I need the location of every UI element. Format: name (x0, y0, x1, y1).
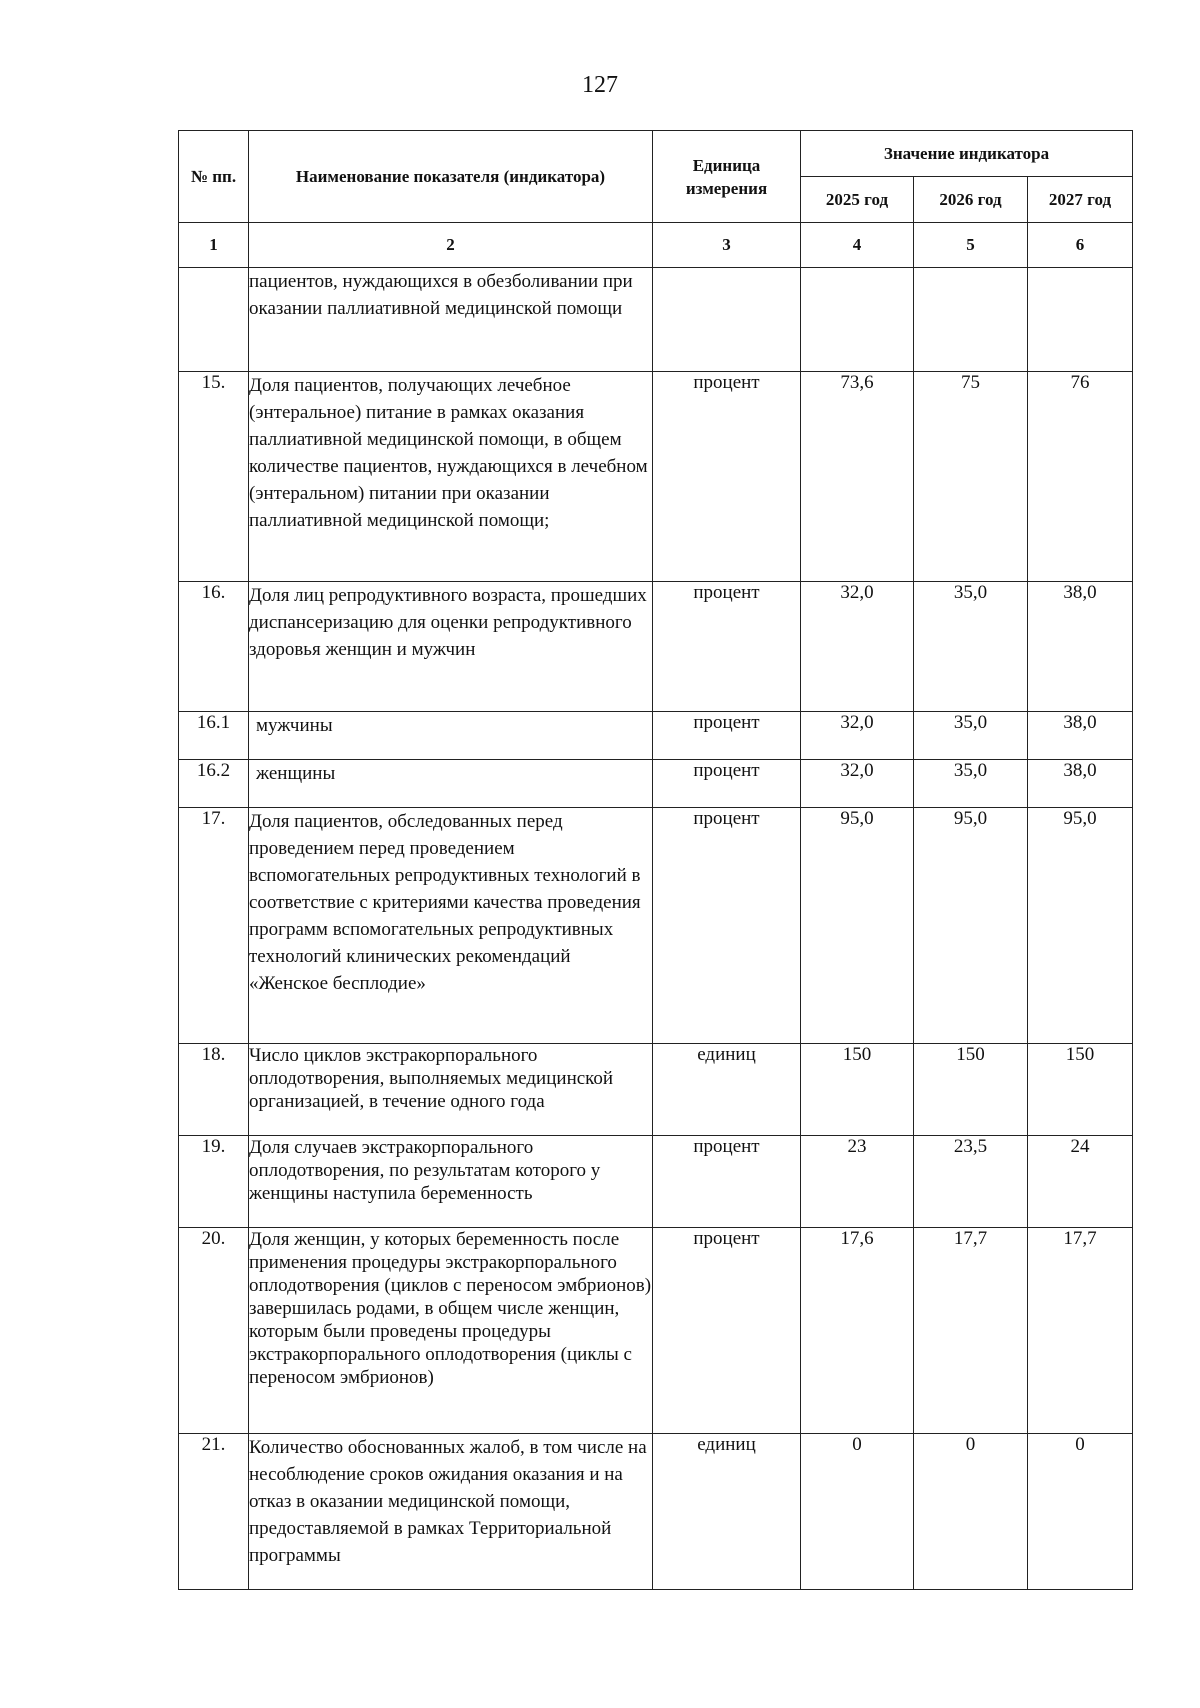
row-number: 16.2 (179, 760, 249, 808)
indicator-name: Доля лиц репродуктивного возраста, прошедших диспансеризацию для оценки репродуктивного здоровья женщин и мужчин (249, 582, 653, 712)
row-number: 21. (179, 1434, 249, 1590)
header-year-2026: 2026 год (914, 177, 1028, 223)
unit (653, 268, 801, 372)
unit: процент (653, 808, 801, 1044)
row-number: 18. (179, 1044, 249, 1136)
header-value-group: Значение индикатора (801, 131, 1133, 177)
value-2026: 35,0 (914, 712, 1028, 760)
value-2027: 38,0 (1028, 582, 1133, 712)
row-number: 16. (179, 582, 249, 712)
table-row (179, 1044, 1133, 1136)
indicator-table (178, 130, 1133, 1590)
value-2025: 32,0 (801, 712, 914, 760)
table-row (179, 808, 1133, 1044)
row-number: 19. (179, 1136, 249, 1228)
unit: процент (653, 1136, 801, 1228)
header-year-2027: 2027 год (1028, 177, 1133, 223)
row-number: 17. (179, 808, 249, 1044)
indicator-name: Доля женщин, у которых беременность после применения процедуры экстракорпорального оплодотворения (циклов с переносом эмбрионов) завершилась родами, в общем числе женщин, которым были проведены процедуры экстракорпорального оплодотворения (циклы с переносом эмбрионов) (249, 1228, 653, 1434)
row-number (179, 268, 249, 372)
column-number: 6 (1028, 223, 1133, 268)
header-year-2025: 2025 год (801, 177, 914, 223)
table-row (179, 760, 1133, 808)
value-2026: 35,0 (914, 582, 1028, 712)
column-number: 1 (179, 223, 249, 268)
value-2026 (914, 268, 1028, 372)
unit: процент (653, 1228, 801, 1434)
unit: процент (653, 712, 801, 760)
value-2026: 95,0 (914, 808, 1028, 1044)
table-row (179, 268, 1133, 372)
indicator-name: пациентов, нуждающихся в обезболивании при оказании паллиативной медицинской помощи (249, 268, 653, 372)
column-number: 5 (914, 223, 1028, 268)
unit: процент (653, 760, 801, 808)
indicator-name: женщины (249, 760, 653, 808)
value-2026: 35,0 (914, 760, 1028, 808)
indicator-name: Число циклов экстракорпорального оплодотворения, выполняемых медицинской организацией, в течение одного года (249, 1044, 653, 1136)
value-2025: 150 (801, 1044, 914, 1136)
value-2027: 0 (1028, 1434, 1133, 1590)
indicator-name: Доля случаев экстракорпорального оплодотворения, по результатам которого у женщины наступила беременность (249, 1136, 653, 1228)
header-num: № пп. (179, 131, 249, 223)
value-2027: 17,7 (1028, 1228, 1133, 1434)
value-2026: 75 (914, 372, 1028, 582)
value-2026: 23,5 (914, 1136, 1028, 1228)
row-number: 16.1 (179, 712, 249, 760)
unit: единиц (653, 1044, 801, 1136)
value-2025: 95,0 (801, 808, 914, 1044)
indicator-name: Доля пациентов, обследованных перед проведением перед проведением вспомогательных репродуктивных технологий в соответствие с критериями качества проведения программ вспомогательных репродуктивных технологий клинических рекомендаций «Женское бесплодие» (249, 808, 653, 1044)
indicator-name: Количество обоснованных жалоб, в том числе на несоблюдение сроков ожидания оказания и на отказ в оказании медицинской помощи, предоставляемой в рамках Территориальной программы (249, 1434, 653, 1590)
table-row (179, 372, 1133, 582)
value-2027: 150 (1028, 1044, 1133, 1136)
value-2026: 150 (914, 1044, 1028, 1136)
table-row (179, 712, 1133, 760)
value-2027: 38,0 (1028, 712, 1133, 760)
unit: единиц (653, 1434, 801, 1590)
header-name: Наименование показателя (индикатора) (249, 131, 653, 223)
value-2027 (1028, 268, 1133, 372)
value-2026: 17,7 (914, 1228, 1028, 1434)
row-number: 20. (179, 1228, 249, 1434)
column-number: 4 (801, 223, 914, 268)
value-2025: 73,6 (801, 372, 914, 582)
value-2025: 32,0 (801, 760, 914, 808)
row-number: 15. (179, 372, 249, 582)
value-2027: 38,0 (1028, 760, 1133, 808)
header-unit: Единица измерения (653, 131, 801, 223)
value-2027: 24 (1028, 1136, 1133, 1228)
value-2025: 17,6 (801, 1228, 914, 1434)
value-2025 (801, 268, 914, 372)
table-row (179, 1434, 1133, 1590)
unit: процент (653, 582, 801, 712)
indicator-name: мужчины (249, 712, 653, 760)
column-number: 2 (249, 223, 653, 268)
value-2027: 76 (1028, 372, 1133, 582)
value-2025: 0 (801, 1434, 914, 1590)
value-2027: 95,0 (1028, 808, 1133, 1044)
table-row (179, 582, 1133, 712)
page-number: 127 (582, 72, 618, 98)
table-row (179, 1228, 1133, 1434)
value-2025: 32,0 (801, 582, 914, 712)
value-2026: 0 (914, 1434, 1028, 1590)
column-number: 3 (653, 223, 801, 268)
indicator-name: Доля пациентов, получающих лечебное (энтеральное) питание в рамках оказания паллиативной медицинской помощи, в общем количестве пациентов, нуждающихся в лечебном (энтеральном) питании при оказании паллиативной медицинской помощи; (249, 372, 653, 582)
unit: процент (653, 372, 801, 582)
value-2025: 23 (801, 1136, 914, 1228)
table-row (179, 1136, 1133, 1228)
